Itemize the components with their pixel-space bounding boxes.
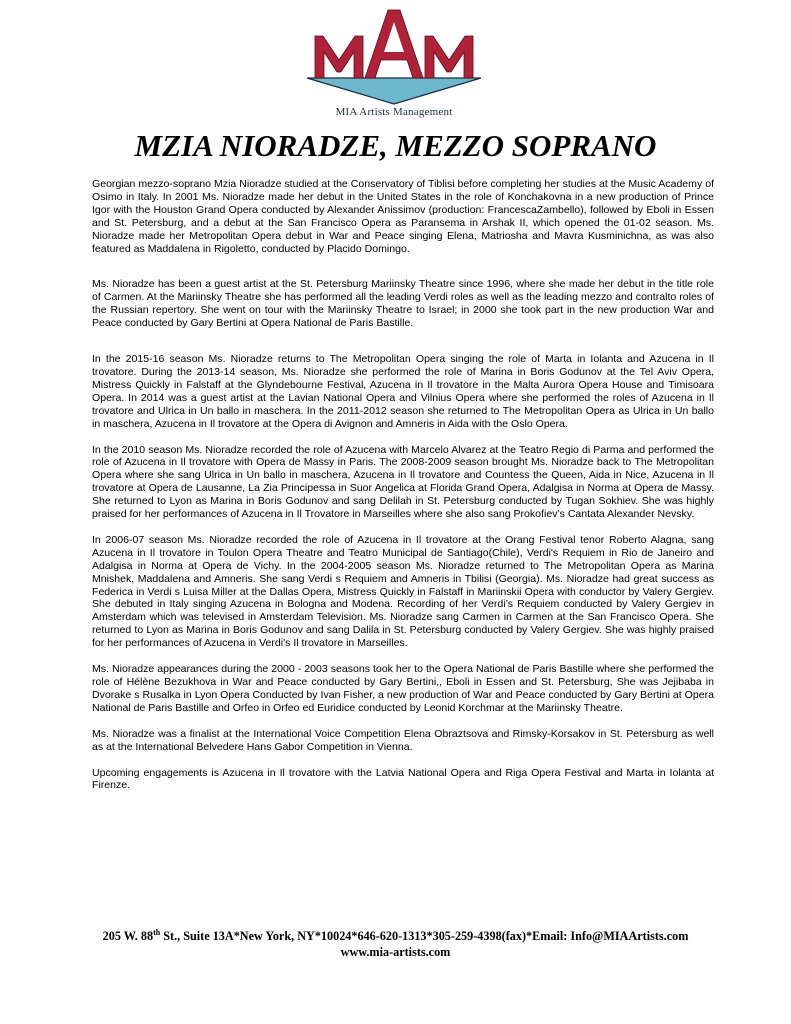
paragraph-spacer xyxy=(92,431,714,444)
logo-caption: MIA Artists Management xyxy=(335,106,453,118)
footer-address-prefix: 205 W. 88 xyxy=(102,929,154,943)
logo-letter-m-left xyxy=(315,36,363,78)
paragraph-2000-2003-seasons: Ms. Nioradze appearances during the 2000 - 2003 seasons took her to the Opera National de Paris Bastille where she performed the role of Hélène Bezukhova in War and Peace conducted by Gary Bertini,, Eboli in Essen and St. Petersburg, She was Jejibaba in Dvorake s Rusalka in Lyon Opera Conducted by Ivan Fisher, a new production of War and Peace conducted by Gary Bertini at Opera National de Paris Bastille and Orfeo in Orfeo ed Euridice conducted by Leonid Korchmar at the Mariinsky Theatre. xyxy=(92,663,714,714)
footer-address-rest: St., Suite 13A*New York, NY*10024*646-620-1313*305-259-4398(fax)*Email: Info@MIAArtists.com xyxy=(160,929,689,943)
paragraph-spacer xyxy=(92,521,714,534)
logo-letter-m-right xyxy=(425,36,473,78)
paragraph-spacer xyxy=(92,330,714,353)
paragraph-2015-16-season: In the 2015-16 season Ms. Nioradze returns to The Metropolitan Opera singing the role of Marta in Iolanta and Azucena in Il trovatore. During the 2013-14 season, Ms. Nioradze she performed the role of Marina in Boris Godunov at the Tel Aviv Opera, Mistress Quickly in Falstaff at the Glyndebourne Festival, Azucena in Il trovatore in the Malta Aurora Opera House and Timisoara Opera. In 2014 was a guest artist at the Lavian National Opera and Vilnius Opera where she performed the roles of Azucena in Il trovatore and Ulrica in Un ballo in maschera. In the 2011-2012 season she returned to The Metropolitan Opera as Ulrica in Un ballo in maschera, Azucena in Il trovatore at the Opera di Avignon and Amneris in Aida with the Oslo Opera. xyxy=(92,353,714,430)
paragraph-intro: Georgian mezzo-soprano Mzia Nioradze studied at the Conservatory of Tiblisi before completing her studies at the Music Academy of Osimo in Italy. In 2001 Ms. Nioradze made her debut in the United States in the role of Konchakovna in a new production of Prince Igor with the Houston Grand Opera conducted by Alexander Anissimov (production: FrancescaZambello), followed by Eboli in Essen and St. Petersburg, and a debut at the San Francisco Opera as Paransema in Arshak II, which opened the 01-02 season. Ms. Nioradze made her Metropolitan Opera debut in War and Peace singing Elena, Matriosha and Mavra Kusminichna, as was also featured as Maddalena in Rigoletto, conducted by Placido Domingo. xyxy=(92,178,714,255)
paragraph-2006-07-season: In 2006-07 season Ms. Nioradze recorded the role of Azucena in Il trovatore at the Orang Festival tenor Roberto Alagna, sang Azucena in Il trovatore in Toulon Opera Theatre and Teatro Municipal de Santiago(Chile), Verdi's Requiem in Rio de Janeiro and Adalgisa in Norma at Opera de Vichy. In the 2004-2005 season Ms. Nioradze returned to The Metropolitan Opera as Marina Mnishek, Maddalena and Amneris. She sang Verdi s Requiem and Amneris in Tbilisi (Georgia). Ms. Nioradze had great success as Federica in Verdi s Luisa Miller at the Dallas Opera, Mistress Quickly in Falstaff in Mariinskii Opera with conductor by Valery Gergiev. She debuted in Italy singing Azucena in Bologna and Modena. Recording of her Verdi’s Requiem conducted by Valery Gergiev in Amsterdam which was televised in Amsterdam Television. Ms. Nioradze sang Carmen in Carmen at the San Francisco Opera. She returned to Lyon as Marina in Boris Godunov and sang Dalila in St. Petersburg conducted by Valery Gergiev. She was highly praised for her performances of Azucena in Verdi's Il trovatore in Marseilles. xyxy=(92,533,714,650)
biography-body xyxy=(92,178,714,792)
footer-address-line xyxy=(0,929,791,945)
footer-address-sup: th xyxy=(153,927,161,937)
paragraph-spacer xyxy=(92,754,714,767)
company-logo xyxy=(303,8,485,122)
paragraph-upcoming-engagements: Upcoming engagements is Azucena in Il trovatore with the Latvia National Opera and Riga Opera Festival and Marta in Iolanta at Firenze. xyxy=(92,766,714,792)
logo-graphic xyxy=(303,8,485,108)
paragraph-spacer xyxy=(92,715,714,728)
paragraph-spacer xyxy=(92,255,714,278)
paragraph-spacer xyxy=(92,650,714,663)
paragraph-2010-season: In the 2010 season Ms. Nioradze recorded the role of Azucena with Marcelo Alvarez at the Teatro Regio di Parma and performed the role of Azucena in Il trovatore with Opera de Massy in Paris. The 2008-2009 season brought Ms. Nioradze back to The Metropolitan Opera where she sang Ulrica in Un ballo in maschera, Azucena in Il trovatore and Countess the Queen, Aida in Nice, Azucena in Il trovatore at Opera de Lausanne, La Zia Principessa in Suor Angelica at Florida Grand Opera, Adalgisa in Norma at Opera de Massy. She returned to Lyon as Marina in Boris Godunov and sang Delilah in St. Petersburg conducted by Tugan Sokhiev. She was highly praised for her performances of Azucena in Il Trovatore in Marseilles where she also sang Prokofiev’s Cantata Alexander Nevsky. xyxy=(92,443,714,521)
paragraph-mariinsky: Ms. Nioradze has been a guest artist at the St. Petersburg Mariinsky Theatre since 1996, where she made her debut in the title role of Carmen. At the Mariinsky Theatre she has performed all the leading Verdi roles as well as the leading mezzo and contralto roles of the Russian repertory. She went on tour with the Mariinsky Theatre to Israel; in 2000 she took part in the new production War and Peace conducted by Gary Bertini at Opera National de Paris Bastille. xyxy=(92,278,714,330)
logo-base-shape xyxy=(307,78,481,104)
paragraph-competitions: Ms. Nioradze was a finalist at the International Voice Competition Elena Obraztsova and Rimsky-Korsakov in St. Petersburg as well as at the International Belvedere Hans Gabor Competition in Vienna. xyxy=(92,727,714,753)
footer-website-link[interactable]: www.mia-artists.com xyxy=(340,944,451,959)
contact-footer xyxy=(0,929,791,960)
page-title: MZIA NIORADZE, MEZZO SOPRANO xyxy=(134,128,657,163)
